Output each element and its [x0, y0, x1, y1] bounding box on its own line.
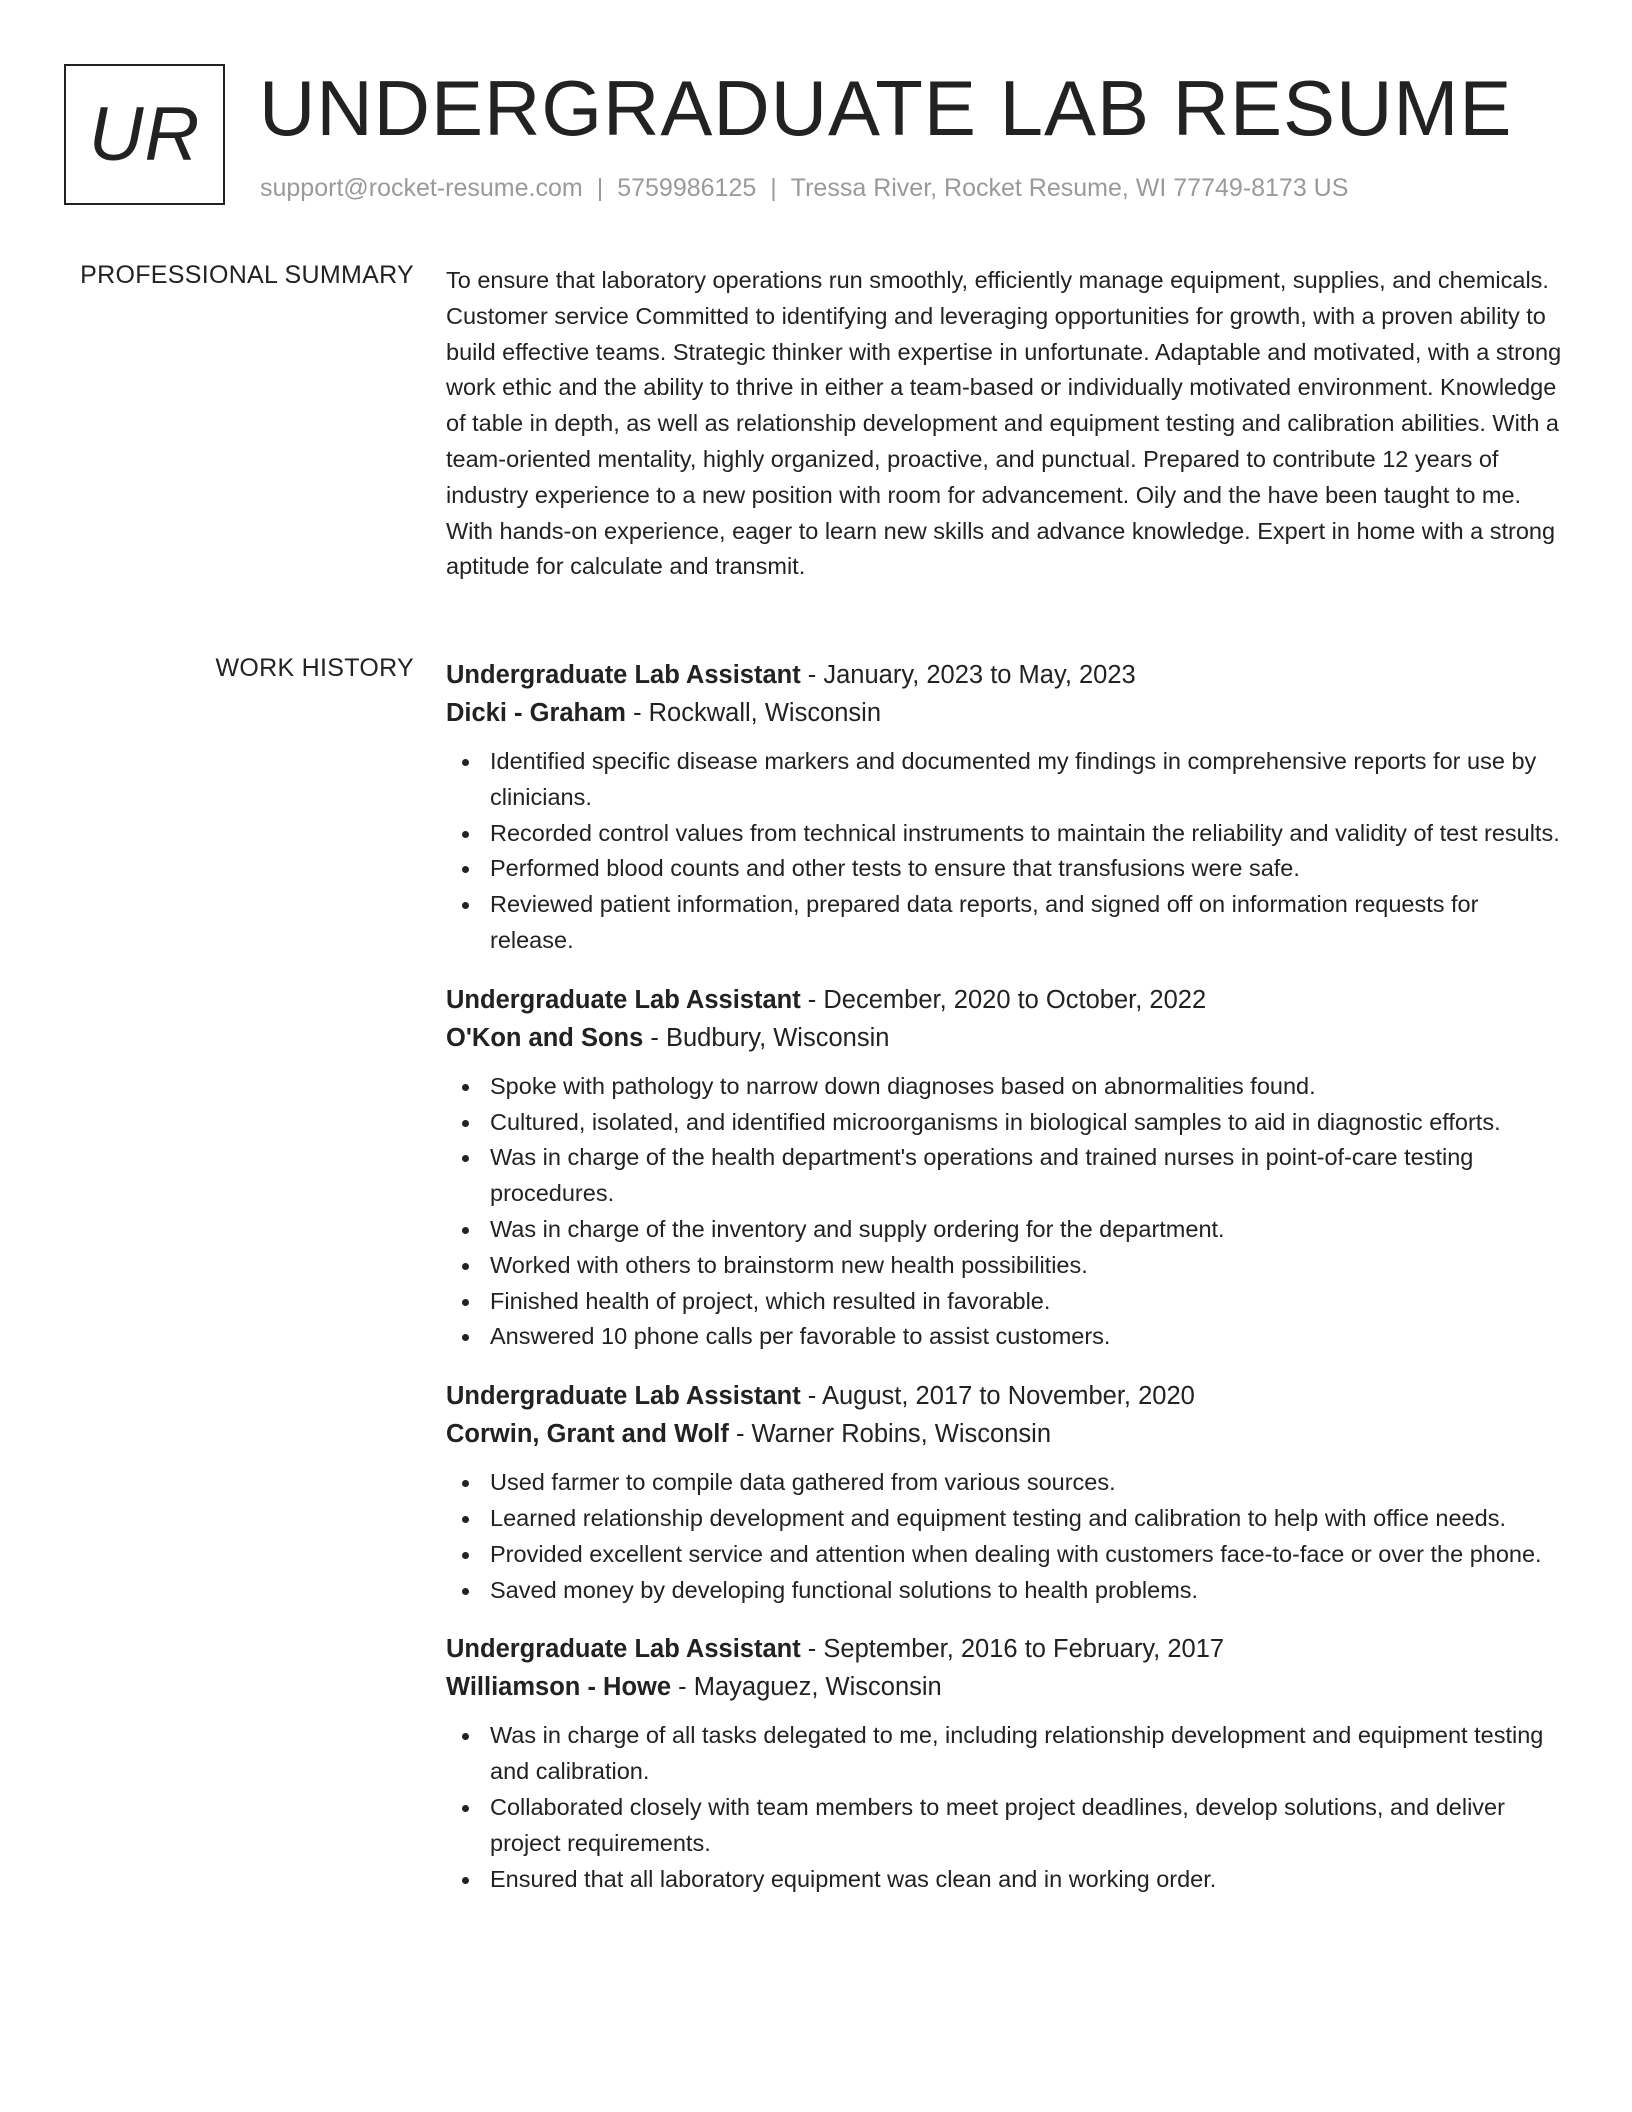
contact-separator: | — [596, 174, 604, 202]
job-role: Undergraduate Lab Assistant — [446, 1635, 801, 1664]
job-company: Williamson - Howe — [446, 1673, 672, 1702]
job-dates: - January, 2023 to May, 2023 — [800, 661, 1136, 689]
job-title-line — [446, 656, 1564, 694]
job-location: - Mayaguez, Wisconsin — [671, 1673, 942, 1702]
list-item: Identified specific disease markers and documented my findings in comprehensive reports for use by clinicians. — [490, 744, 1564, 816]
job-title-line — [446, 1630, 1564, 1668]
list-item: Performed blood counts and other tests to ensure that transfusions were safe. — [490, 851, 1564, 887]
job-dates: - December, 2020 to October, 2022 — [800, 985, 1207, 1014]
job-company-line — [446, 694, 1564, 732]
job-list — [446, 656, 1564, 1919]
list-item: Was in charge of all tasks delegated to me, including relationship development and equipment testing and calibration. — [490, 1718, 1564, 1790]
job-location: - Budbury, Wisconsin — [643, 1023, 890, 1052]
summary-text: To ensure that laboratory operations run smoothly, efficiently manage equipment, supplies, and chemicals. Customer service Committed to identifying and leveraging opportunities for growth, with a proven ability to build effective teams. Strategic thinker with expertise in unfortunate. Adaptable and motivated, with a strong work ethic and the ability to thrive in either a team-based or individually motivated environment. Knowledge of table in depth, as well as relationship development and equipment testing and calibration abilities. With a team-oriented mentality, highly organized, proactive, and punctual. Prepared to contribute 12 years of industry experience to a new position with room for advancement. Oily and the have been taught to me. With hands-on experience, eager to learn new skills and advance knowledge. Expert in home with a strong aptitude for calculate and transmit. — [446, 267, 1562, 580]
contact-address: Tressa River, Rocket Resume, WI 77749-8173 US — [790, 174, 1349, 202]
contact-email[interactable]: support@rocket-resume.com — [260, 174, 583, 202]
job-entry — [446, 1630, 1564, 1897]
job-bullet-list — [446, 1069, 1564, 1355]
list-item: Was in charge of the health department's operations and trained nurses in point-of-care testing procedures. — [490, 1140, 1564, 1212]
job-company-line — [446, 1668, 1564, 1706]
job-company-line — [446, 1019, 1564, 1057]
list-item: Learned relationship development and equipment testing and calibration to help with office needs. — [490, 1501, 1564, 1537]
list-item: Used farmer to compile data gathered from various sources. — [490, 1465, 1564, 1501]
contact-separator: | — [770, 174, 777, 202]
job-title-line — [446, 1377, 1564, 1415]
job-role: Undergraduate Lab Assistant — [446, 661, 801, 689]
job-entry — [446, 1377, 1564, 1608]
list-item: Collaborated closely with team members to meet project deadlines, develop solutions, and deliver project requirements. — [490, 1790, 1564, 1862]
list-item: Reviewed patient information, prepared data reports, and signed off on information requests for release. — [490, 887, 1564, 959]
list-item: Worked with others to brainstorm new health possibilities. — [490, 1248, 1564, 1284]
job-dates: - August, 2017 to November, 2020 — [800, 1382, 1195, 1411]
list-item: Was in charge of the inventory and supply ordering for the department. — [490, 1212, 1564, 1248]
job-location: - Warner Robins, Wisconsin — [728, 1420, 1051, 1449]
job-entry — [446, 656, 1564, 959]
resume-header — [64, 64, 1564, 214]
resume-title: UNDERGRADUATE LAB RESUME — [259, 64, 1513, 152]
contact-line — [260, 174, 1348, 203]
job-title-line — [446, 981, 1564, 1019]
job-company-line — [446, 1415, 1564, 1453]
job-company: Corwin, Grant and Wolf — [446, 1420, 729, 1449]
job-company: O'Kon and Sons — [446, 1023, 644, 1052]
list-item: Spoke with pathology to narrow down diagnoses based on abnormalities found. — [490, 1069, 1564, 1105]
job-bullet-list — [446, 1465, 1564, 1608]
monogram-logo: UR — [64, 64, 225, 205]
job-role: Undergraduate Lab Assistant — [446, 1382, 801, 1411]
section-body — [446, 263, 1564, 585]
job-entry — [446, 981, 1564, 1355]
job-dates: - September, 2016 to February, 2017 — [800, 1635, 1225, 1664]
list-item: Ensured that all laboratory equipment was clean and in working order. — [490, 1862, 1564, 1898]
job-role: Undergraduate Lab Assistant — [446, 985, 801, 1014]
list-item: Answered 10 phone calls per favorable to assist customers. — [490, 1319, 1564, 1355]
job-location: - Rockwall, Wisconsin — [625, 699, 882, 727]
list-item: Provided excellent service and attention when dealing with customers face-to-face or over the phone. — [490, 1537, 1564, 1573]
list-item: Finished health of project, which resulted in favorable. — [490, 1284, 1564, 1320]
list-item: Recorded control values from technical instruments to maintain the reliability and validity of test results. — [490, 816, 1564, 852]
job-bullet-list — [446, 744, 1564, 959]
section-heading: PROFESSIONAL SUMMARY — [80, 261, 414, 289]
list-item: Cultured, isolated, and identified microorganisms in biological samples to aid in diagnostic efforts. — [490, 1105, 1564, 1141]
list-item: Saved money by developing functional solutions to health problems. — [490, 1573, 1564, 1609]
job-company: Dicki - Graham — [446, 699, 626, 727]
job-bullet-list — [446, 1718, 1564, 1897]
section-heading: WORK HISTORY — [215, 654, 414, 682]
contact-phone[interactable]: 5759986125 — [617, 174, 757, 202]
